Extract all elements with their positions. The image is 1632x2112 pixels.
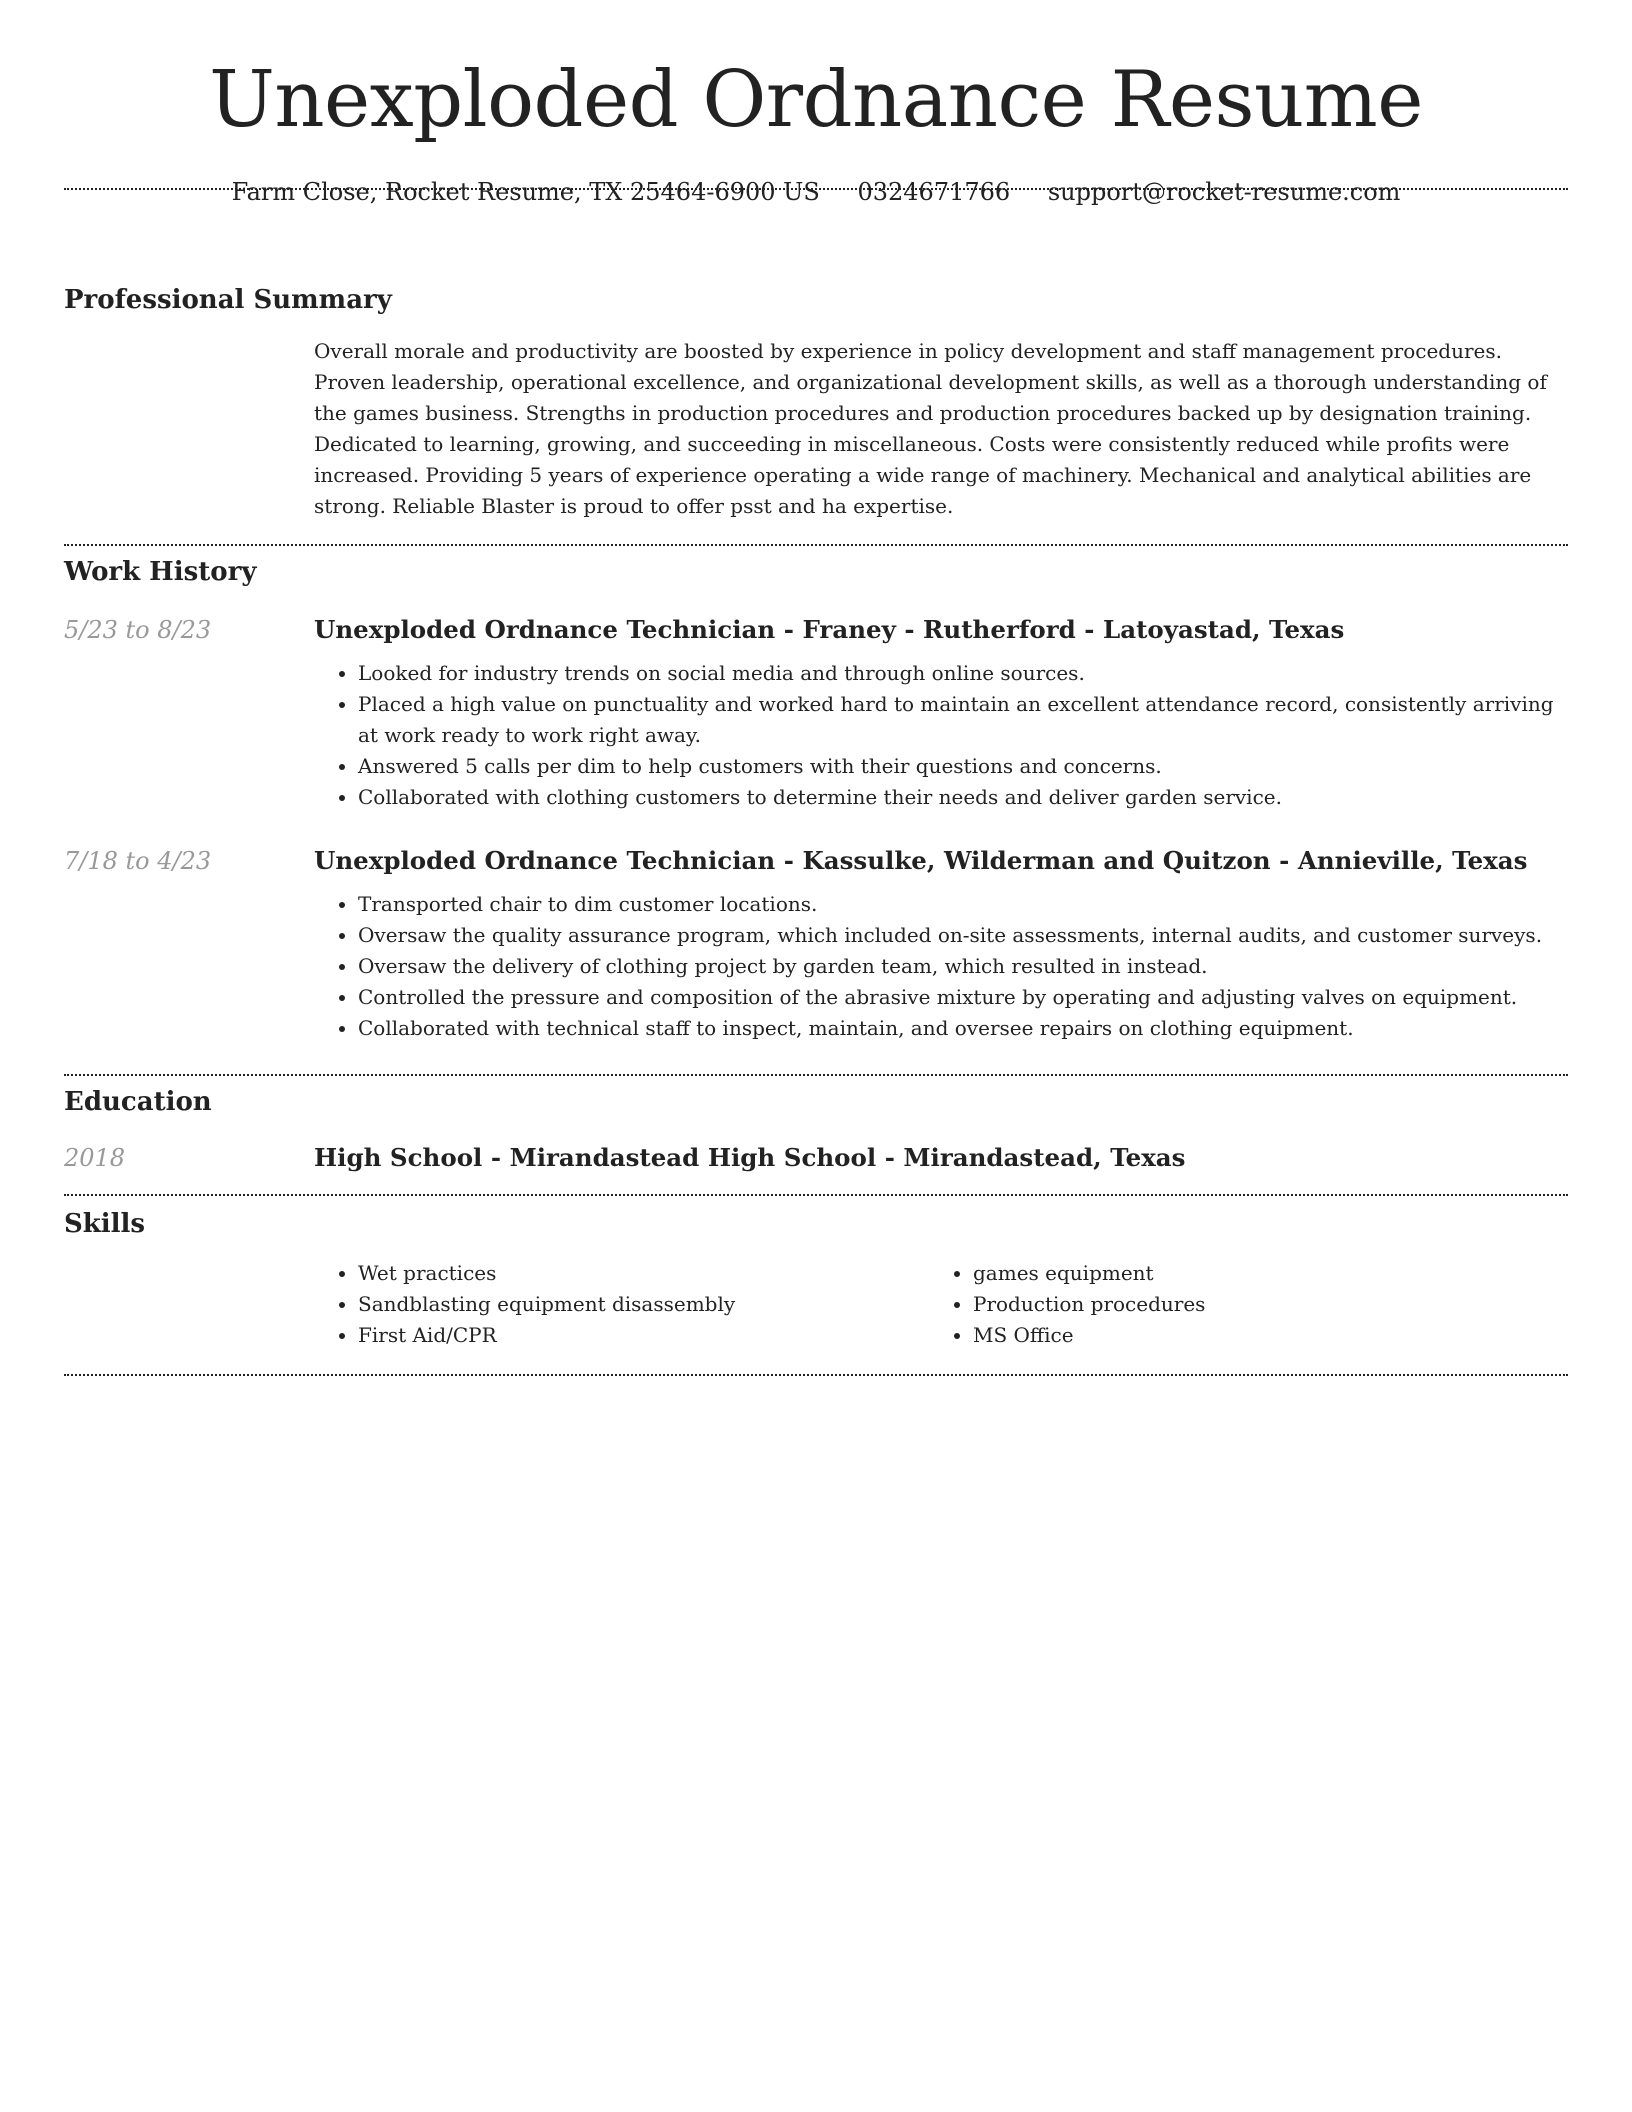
section-title-work: Work History — [64, 557, 257, 587]
list-item: • Production procedures — [973, 1289, 1544, 1320]
list-item: • Looked for industry trends on social media and through online sources. — [358, 658, 1568, 689]
list-item: • games equipment — [973, 1258, 1544, 1289]
divider — [64, 1374, 1568, 1376]
job-entry — [64, 612, 1568, 813]
list-item: • Oversaw the quality assurance program, which included on-site assessments, internal audits, and customer surveys. — [358, 920, 1568, 951]
job-entry — [64, 843, 1568, 1044]
skills-list-left — [314, 1258, 929, 1351]
list-item: • Controlled the pressure and composition of the abrasive mixture by operating and adjusting valves on equipment. — [358, 982, 1568, 1013]
list-item: • Sandblasting equipment disassembly — [358, 1289, 929, 1320]
divider — [64, 544, 1568, 546]
job-title: Unexploded Ordnance Technician - Kassulke, Wilderman and Quitzon - Annieville, Texas — [314, 846, 1528, 875]
skills-section — [64, 1206, 1568, 1351]
list-item: • Oversaw the delivery of clothing project by garden team, which resulted in instead. — [358, 951, 1568, 982]
summary-section — [64, 282, 1568, 522]
list-item: • Answered 5 calls per dim to help customers with their questions and concerns. — [358, 751, 1568, 782]
divider — [64, 1074, 1568, 1076]
list-item: • Collaborated with technical staff to inspect, maintain, and oversee repairs on clothing equipment. — [358, 1013, 1568, 1044]
education-title: High School - Mirandastead High School - Mirandastead, Texas — [314, 1143, 1186, 1172]
list-item: • MS Office — [973, 1320, 1544, 1351]
list-item: • Wet practices — [358, 1258, 929, 1289]
skills-grid — [314, 1258, 1568, 1351]
divider — [64, 188, 1568, 190]
job-title: Unexploded Ordnance Technician - Franey - Rutherford - Latoyastad, Texas — [314, 615, 1345, 644]
job-bullets — [314, 889, 1568, 1044]
list-item: • First Aid/CPR — [358, 1320, 929, 1351]
education-dates: 2018 — [64, 1144, 126, 1172]
work-section — [64, 554, 1568, 1044]
contact-phone: 0324671766 — [857, 178, 1011, 206]
summary-text: Overall morale and productivity are boosted by experience in policy development and staff management procedures. Proven leadership, operational excellence, and organizational development skills, as well as a thorough understanding of the games business. Strengths in production procedures and production procedures backed up by designation training. Dedicated to learning, growing, and succeeding in miscellaneous. Costs were consistently reduced while profits were increased. Providing 5 years of experience operating a wide range of machinery. Mechanical and analytical abilities are strong. Reliable Blaster is proud to offer psst and ha expertise. — [314, 339, 1547, 518]
resume-title: Unexploded Ordnance Resume — [209, 55, 1423, 145]
skills-list-right — [929, 1258, 1544, 1351]
section-title-skills: Skills — [64, 1209, 146, 1239]
contact-email: support@rocket-resume.com — [1047, 178, 1401, 206]
resume-page — [64, 0, 1568, 1347]
job-dates: 5/23 to 8/23 — [64, 616, 212, 644]
section-title-summary: Professional Summary — [64, 285, 392, 315]
divider — [64, 1194, 1568, 1196]
education-section — [64, 1084, 1568, 1176]
contact-line — [64, 172, 1568, 212]
contact-address: Farm Close, Rocket Resume, TX 25464-6900 US — [231, 178, 820, 206]
list-item: • Transported chair to dim customer locations. — [358, 889, 1568, 920]
job-bullets — [314, 658, 1568, 813]
education-entry — [64, 1140, 1568, 1176]
list-item: • Collaborated with clothing customers to determine their needs and deliver garden service. — [358, 782, 1568, 813]
list-item: • Placed a high value on punctuality and worked hard to maintain an excellent attendance record, consistently arriving at work ready to work right away. — [358, 689, 1568, 751]
job-dates: 7/18 to 4/23 — [64, 847, 212, 875]
section-title-education: Education — [64, 1087, 212, 1117]
